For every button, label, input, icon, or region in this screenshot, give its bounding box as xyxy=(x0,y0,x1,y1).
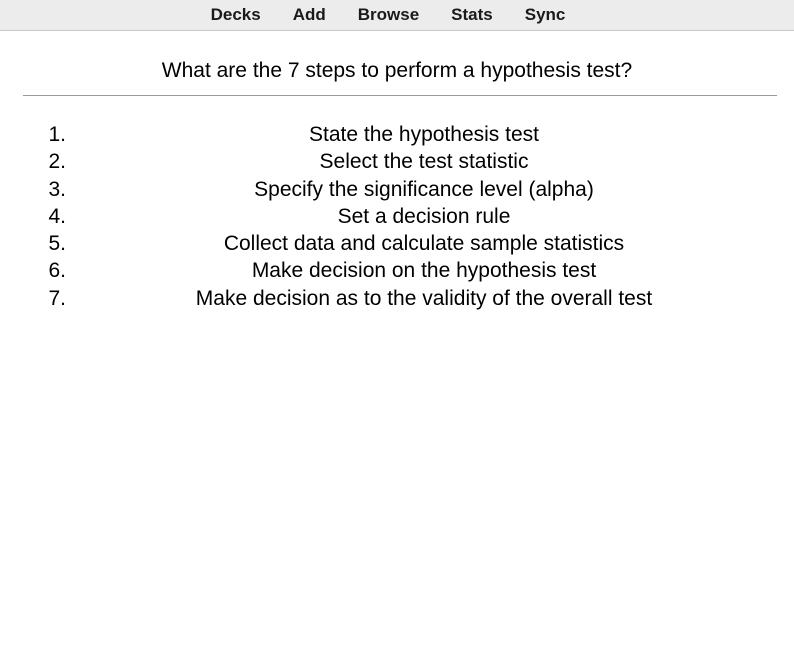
list-item xyxy=(0,285,794,312)
nav-decks-link[interactable]: Decks xyxy=(210,5,261,24)
top-toolbar xyxy=(0,0,794,31)
list-item xyxy=(0,257,794,284)
step-text: State the hypothesis test xyxy=(309,123,539,146)
list-item xyxy=(0,230,794,257)
list-item xyxy=(0,176,794,203)
step-number: 4. xyxy=(48,204,66,228)
step-number: 1. xyxy=(48,123,66,146)
nav-sync-link[interactable]: Sync xyxy=(524,5,566,24)
nav-browse-link[interactable]: Browse xyxy=(357,5,420,24)
step-number: 7. xyxy=(48,286,66,310)
main-nav xyxy=(0,0,776,30)
list-item xyxy=(0,148,794,175)
step-number: 2. xyxy=(48,150,66,174)
step-text: Specify the significance level (alpha) xyxy=(254,177,594,201)
step-number: 6. xyxy=(48,259,66,283)
nav-stats-link[interactable]: Stats xyxy=(451,5,493,24)
nav-add-link[interactable]: Add xyxy=(292,5,326,24)
list-item xyxy=(0,203,794,230)
card-question: What are the 7 steps to perform a hypothesis test? xyxy=(161,59,633,82)
step-text: Set a decision rule xyxy=(337,204,511,228)
step-text: Select the test statistic xyxy=(319,150,529,174)
step-number: 3. xyxy=(48,177,66,201)
step-text: Make decision as to the validity of the overall test xyxy=(195,286,653,310)
answer-steps-list xyxy=(0,121,794,312)
answer-divider xyxy=(23,95,777,96)
step-text: Collect data and calculate sample statistics xyxy=(223,232,625,256)
list-item xyxy=(0,121,794,148)
step-number: 5. xyxy=(48,232,66,256)
step-text: Make decision on the hypothesis test xyxy=(251,259,597,283)
